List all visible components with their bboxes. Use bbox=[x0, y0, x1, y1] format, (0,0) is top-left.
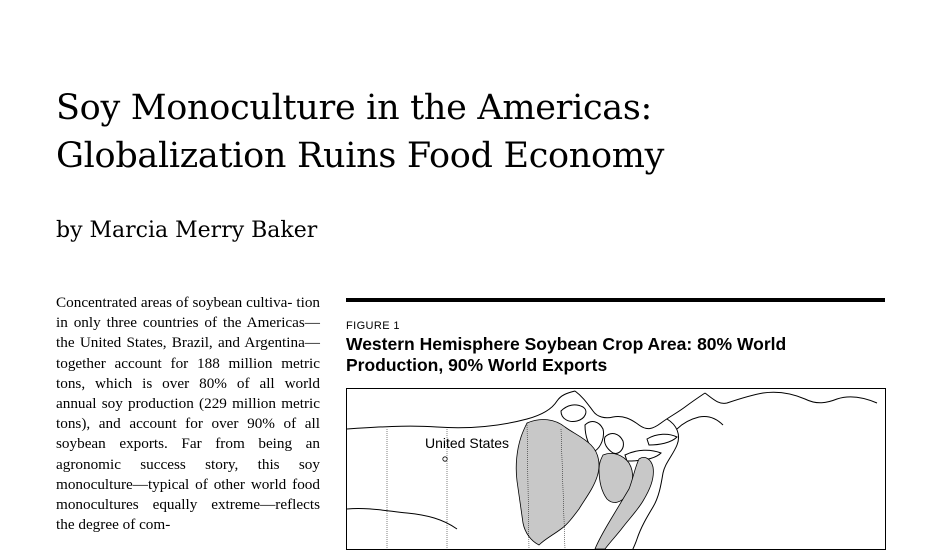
body-line: and Argentina—together account for bbox=[56, 334, 320, 372]
body-line: from being an agronomic success story, bbox=[56, 435, 320, 473]
body-line: tion in only three countries of the bbox=[56, 294, 321, 332]
article-body bbox=[56, 293, 320, 535]
body-line: world food monocultures equally bbox=[56, 475, 320, 514]
body-line: extreme—reflects the degree of com- bbox=[56, 496, 320, 534]
body-line: (229 million metric tons), and account bbox=[56, 395, 320, 433]
body-line: this soy monoculture—typical of other bbox=[56, 455, 320, 493]
figure-label: FIGURE 1 bbox=[346, 320, 400, 332]
article-byline: by Marcia Merry Baker bbox=[56, 218, 318, 243]
soybean-map bbox=[346, 388, 886, 550]
map-border-outline bbox=[347, 391, 877, 429]
article-title-line-2: Globalization Ruins Food Economy bbox=[56, 136, 665, 176]
figure-title-line-2: Production, 90% World Exports bbox=[346, 355, 608, 375]
lake-marker bbox=[443, 457, 447, 461]
figure-title bbox=[346, 334, 886, 376]
article-title-line-1: Soy Monoculture in the Americas: bbox=[56, 88, 653, 128]
body-line: Americas—the United States, Brazil, bbox=[56, 314, 320, 352]
article-title bbox=[56, 84, 856, 180]
soybean-map-graphic bbox=[347, 389, 885, 549]
body-line: 80% of all world annual soy production bbox=[56, 374, 320, 413]
figure-title-line-1: Western Hemisphere Soybean Crop Area: 80% World bbox=[346, 334, 787, 354]
body-line: for over 90% of all soybean exports. Far bbox=[56, 415, 320, 453]
figure-top-rule bbox=[346, 298, 885, 302]
map-label-united-states: United States bbox=[425, 435, 510, 451]
body-line: 188 million metric tons, which is over bbox=[56, 354, 320, 392]
body-line: Concentrated areas of soybean cultiva- bbox=[56, 294, 293, 311]
